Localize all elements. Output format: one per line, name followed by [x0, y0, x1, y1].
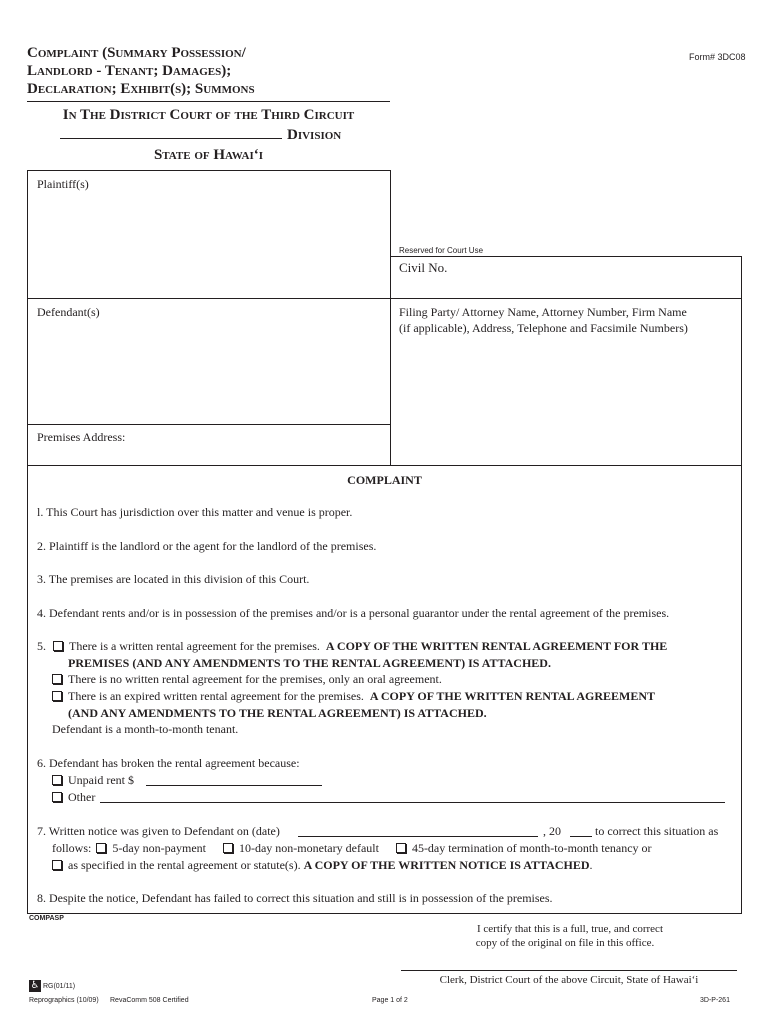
unpaid-rent-checkbox[interactable]: [52, 775, 62, 785]
reserved-label: Reserved for Court Use: [399, 246, 484, 255]
top-rule: [27, 101, 390, 102]
plaintiff-defendant-divider: [27, 298, 390, 299]
expired-agreement-attached-a: A COPY OF THE WRITTEN RENTAL AGREEMENT: [369, 689, 656, 703]
paragraph-6-intro: 6. Defendant has broken the rental agreement because:: [37, 756, 300, 770]
filing-party-label-1: Filing Party/ Attorney Name, Attorney Number, Firm Name: [399, 305, 687, 319]
party-box-divider: [390, 170, 391, 465]
division-name-field[interactable]: [60, 138, 282, 139]
written-agreement-attached-a: A COPY OF THE WRITTEN RENTAL AGREEMENT FOR THE: [325, 639, 668, 653]
form-title-line-1: Complaint (Summary Possession/: [27, 45, 246, 61]
ten-day-checkbox[interactable]: [223, 843, 233, 853]
court-name: In The District Court of the Third Circuit: [62, 107, 355, 123]
notice-attached-text: A COPY OF THE WRITTEN NOTICE IS ATTACHED: [303, 858, 590, 872]
paragraph-8: 8. Despite the notice, Defendant has failed to correct this situation and still is in possession of the premises.: [37, 891, 553, 905]
right-box-edge: [741, 256, 742, 465]
civil-no-label: Civil No.: [399, 260, 448, 275]
five-day-label: 5-day non-payment: [112, 841, 206, 855]
defendant-premises-divider: [27, 424, 390, 425]
filing-party-field[interactable]: [395, 340, 735, 460]
state-name: State of Hawai‘i: [153, 147, 264, 163]
plaintiff-field[interactable]: [30, 195, 385, 295]
complaint-heading: COMPLAINT: [347, 473, 422, 487]
notice-year-prefix: , 20: [543, 824, 561, 838]
notice-date-field[interactable]: [298, 836, 538, 837]
expired-agreement-attached-b: (AND ANY AMENDMENTS TO THE RENTAL AGREEMENT) IS ATTACHED.: [68, 706, 487, 720]
oral-agreement-checkbox[interactable]: [52, 674, 62, 684]
follows-label: follows:: [52, 841, 92, 855]
unpaid-rent-label: Unpaid rent $: [68, 773, 134, 787]
paragraph-4: 4. Defendant rents and/or is in possession of the premises and/or is a personal guarantor under the rental agreement of the premises.: [37, 606, 670, 620]
revacomm-text: RevaComm 508 Certified: [110, 997, 189, 1004]
specified-option: [52, 857, 593, 873]
written-agreement-attached-b: PREMISES (AND ANY AMENDMENTS TO THE RENTAL AGREEMENT) IS ATTACHED.: [68, 656, 551, 670]
reprographics-text: Reprographics (10/09): [29, 997, 99, 1004]
five-day-checkbox[interactable]: [96, 843, 106, 853]
complaint-box-right: [741, 465, 742, 914]
ten-day-label: 10-day non-monetary default: [238, 841, 379, 855]
plaintiff-label: Plaintiff(s): [37, 177, 89, 191]
civil-box-top: [390, 256, 742, 257]
month-to-month-text: Defendant is a month-to-month tenant.: [52, 722, 239, 736]
unpaid-rent-amount-field[interactable]: [146, 785, 322, 786]
correct-situation-text: to correct this situation as: [595, 824, 719, 838]
clerk-label: Clerk, District Court of the above Circuit, State of Hawai‘i: [439, 974, 699, 986]
form-number: Form# 3DC08: [689, 52, 746, 62]
expired-agreement-text: There is an expired written rental agreement for the premises.: [68, 689, 364, 703]
party-box-top: [27, 170, 390, 171]
expired-agreement-checkbox[interactable]: [52, 691, 62, 701]
other-checkbox[interactable]: [52, 792, 62, 802]
clerk-signature-line[interactable]: [401, 970, 737, 971]
paragraph-5-option-2: [52, 671, 442, 687]
other-option: [52, 789, 95, 805]
complaint-box-top: [27, 465, 742, 466]
specified-label: as specified in the rental agreement or statute(s).: [68, 858, 301, 872]
forty-five-day-checkbox[interactable]: [396, 843, 406, 853]
division-label: Division: [287, 127, 342, 143]
filing-party-label-2: (if applicable), Address, Telephone and Facsimile Numbers): [399, 321, 688, 335]
other-reason-field[interactable]: [100, 802, 725, 803]
filing-box-top: [390, 298, 742, 299]
specified-checkbox[interactable]: [52, 860, 62, 870]
paragraph-5-option-1: [37, 638, 667, 654]
paragraph-3: 3. The premises are located in this division of this Court.: [37, 572, 310, 586]
civil-no-field[interactable]: [460, 258, 735, 296]
written-agreement-checkbox[interactable]: [53, 641, 63, 651]
form-code-compasp: COMPASP: [29, 915, 64, 922]
notice-attached-period: .: [589, 858, 593, 872]
written-agreement-text: There is a written rental agreement for the premises.: [69, 639, 320, 653]
paragraph-2: 2. Plaintiff is the landlord or the agent for the landlord of the premises.: [37, 539, 377, 553]
page-number: Page 1 of 2: [372, 997, 408, 1004]
notice-year-field[interactable]: [570, 836, 592, 837]
paragraph-5-number: 5.: [37, 639, 46, 653]
form-code-footer: 3D-P-261: [700, 997, 730, 1004]
form-title: [27, 44, 255, 98]
notice-type-options: [52, 840, 652, 856]
paragraph-1: l. This Court has jurisdiction over this matter and venue is proper.: [37, 505, 353, 519]
complaint-box-bottom: [27, 913, 742, 914]
defendant-label: Defendant(s): [37, 305, 100, 319]
accessibility-icon: ♿: [30, 980, 40, 991]
rg-code: [29, 980, 75, 992]
certify-text-2: copy of the original on file in this office.: [475, 937, 655, 949]
oral-agreement-text: There is no written rental agreement for the premises, only an oral agreement.: [68, 672, 442, 686]
form-title-line-3: Declaration; Exhibit(s); Summons: [27, 81, 255, 97]
forty-five-day-label: 45-day termination of month-to-month tenancy or: [411, 841, 652, 855]
defendant-field[interactable]: [30, 322, 385, 420]
unpaid-rent-option: [52, 772, 134, 788]
certify-text-1: I certify that this is a full, true, and correct: [476, 923, 663, 935]
paragraph-5-option-3: [52, 688, 655, 704]
premises-address-label: Premises Address:: [37, 430, 126, 444]
complaint-box-left: [27, 465, 28, 914]
paragraph-7-intro: 7. Written notice was given to Defendant on (date): [37, 824, 280, 838]
form-title-line-2: Landlord - Tenant; Damages);: [27, 63, 232, 79]
other-label: Other: [68, 790, 96, 804]
party-box-left: [27, 170, 28, 465]
rg-text: RG(01/11): [42, 982, 76, 990]
